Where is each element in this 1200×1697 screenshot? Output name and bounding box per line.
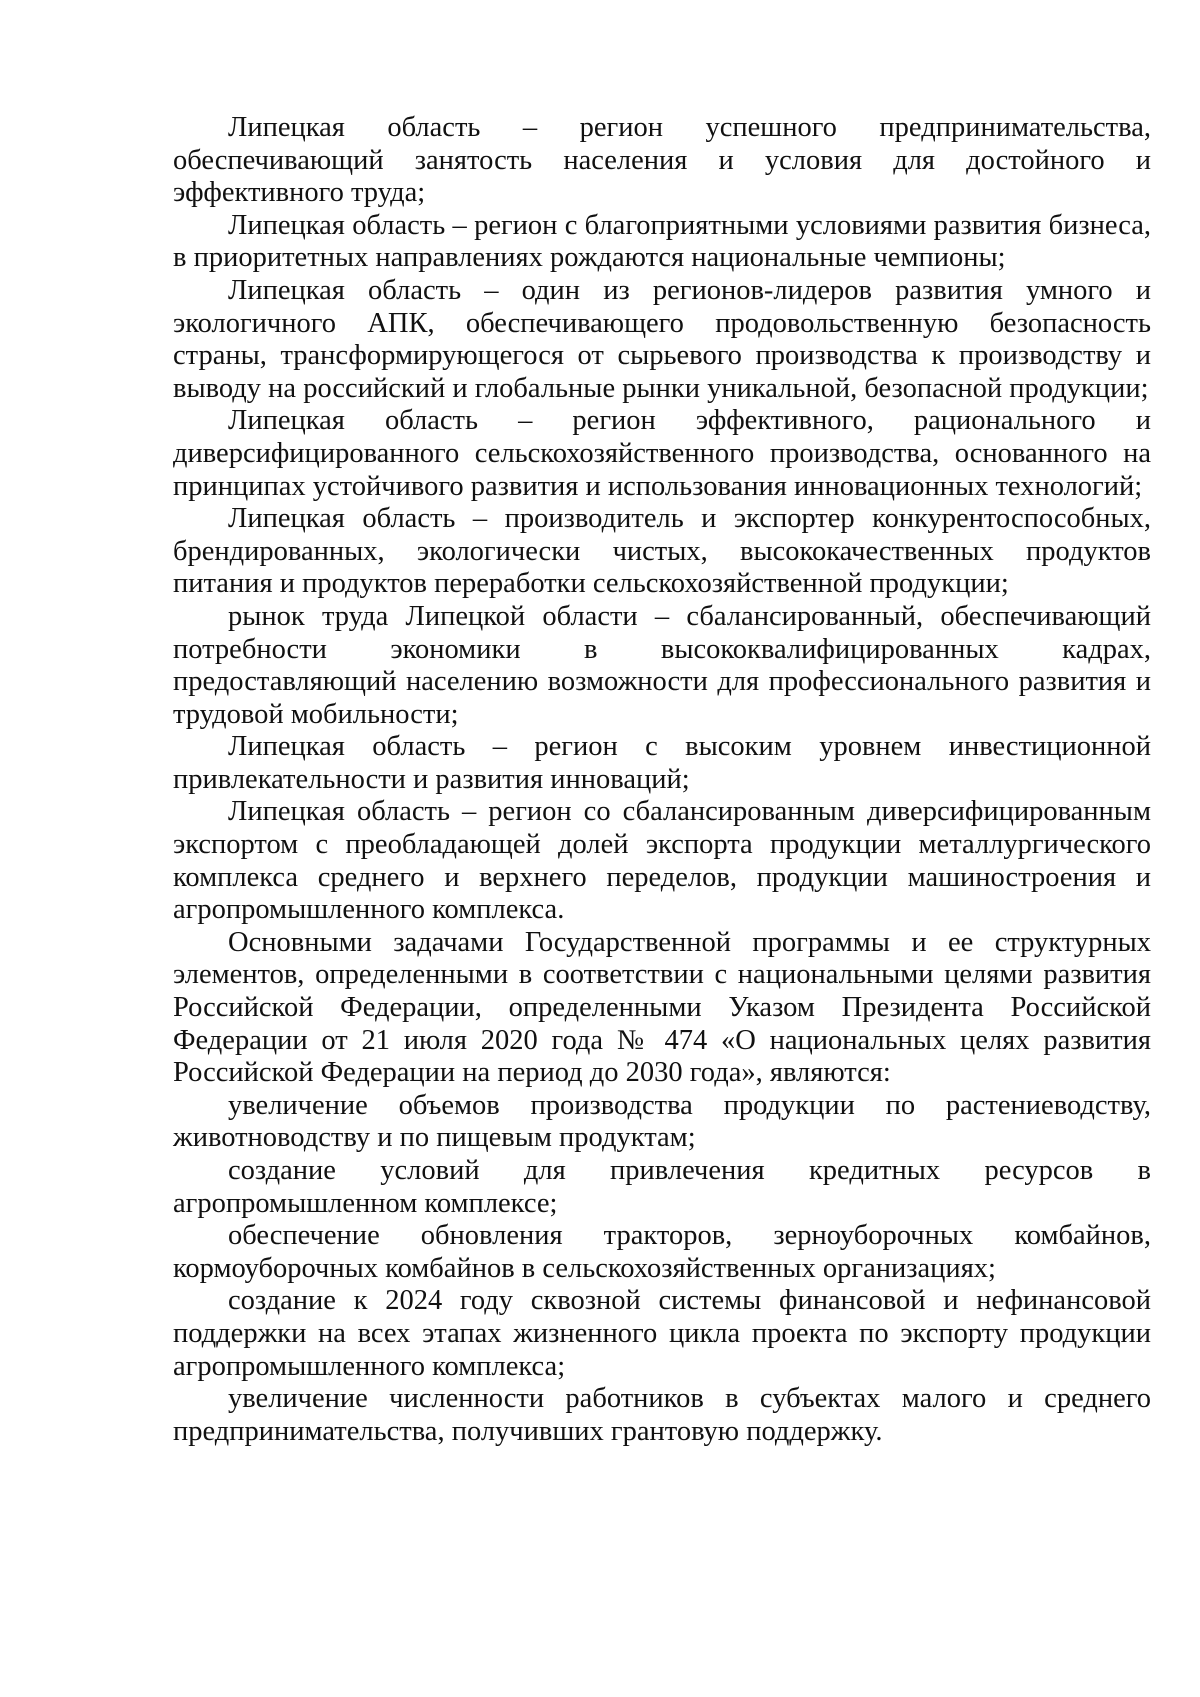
list-item-machinery-renewal: обеспечение обновления тракторов, зерноуборочных комбайнов, кормоуборочных комбайнов в сельскохозяйственных организациях; — [173, 1220, 1151, 1284]
list-item-credit-resources: создание условий для привлечения кредитных ресурсов в агропромышленном комплексе; — [173, 1155, 1151, 1219]
paragraph-program-tasks: Основными задачами Государственной программы и ее структурных элементов, определенными в соответствии с национальными целями развития Российской Федерации, определенными Указом Президента Российской Федерации от 21 июля 2020 года № 474 «О национальных целях развития Российской Федерации на период до 2030 года», являются: — [173, 926, 1151, 1089]
paragraph-food-exporter: Липецкая область – производитель и экспортер конкурентоспособных, брендированных, экологически чистых, высококачественных продуктов питания и продуктов переработки сельскохозяйственной продукции; — [173, 503, 1151, 600]
list-item-sme-employment: увеличение численности работников в субъектах малого и среднего предпринимательства, получивших грантовую поддержку. — [173, 1383, 1151, 1447]
paragraph-investment: Липецкая область – регион с высоким уровнем инвестиционной привлекательности и развития инноваций; — [173, 731, 1151, 795]
paragraph-export: Липецкая область – регион со сбалансированным диверсифицированным экспортом с преобладающей долей экспорта продукции металлургического комплекса среднего и верхнего переделов, продукции машиностроения и агропромышленного комплекса. — [173, 796, 1151, 926]
document-page — [173, 112, 1151, 1448]
list-item-export-support: создание к 2024 году сквозной системы финансовой и нефинансовой поддержки на всех этапах жизненного цикла проекта по экспорту продукции агропромышленного комплекса; — [173, 1285, 1151, 1382]
paragraph-smart-agro: Липецкая область – один из регионов-лидеров развития умного и экологичного АПК, обеспечивающего продовольственную безопасность страны, трансформирующегося от сырьевого производства к производству и выводу на российский и глобальные рынки уникальной, безопасной продукции; — [173, 274, 1151, 404]
list-item-production-growth: увеличение объемов производства продукции по растениеводству, животноводству и по пищевым продуктам; — [173, 1089, 1151, 1154]
paragraph-agri-production: Липецкая область – регион эффективного, рационального и диверсифицированного сельскохозяйственного производства, основанного на принципах устойчивого развития и использования инновационных технологий; — [173, 405, 1151, 502]
paragraph-business-region: Липецкая область – регион успешного предпринимательства, обеспечивающий занятость населения и условия для достойного и эффективного труда; — [173, 112, 1151, 209]
paragraph-business-conditions: Липецкая область – регион с благоприятными условиями развития бизнеса, в приоритетных направлениях рождаются национальные чемпионы; — [173, 209, 1151, 274]
paragraph-labor-market: рынок труда Липецкой области – сбалансированный, обеспечивающий потребности экономики в высококвалифицированных кадрах, предоставляющий населению возможности для профессионального развития и трудовой мобильности; — [173, 600, 1151, 730]
